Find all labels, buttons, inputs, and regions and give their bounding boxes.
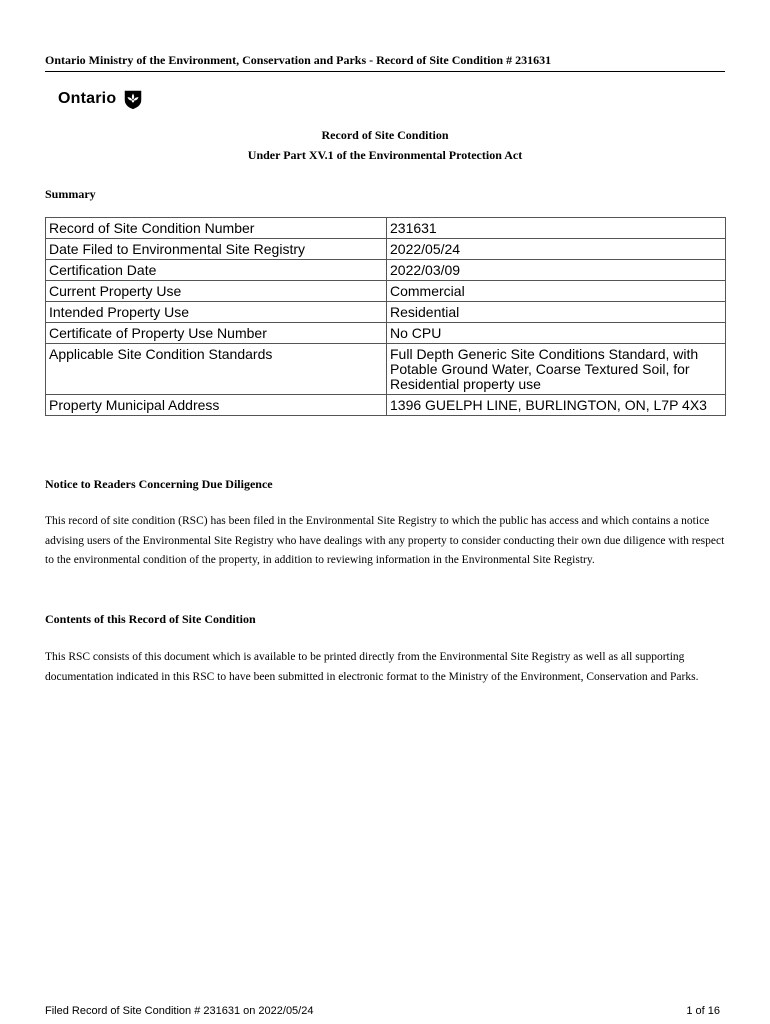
notice-paragraph: This record of site condition (RSC) has been filed in the Environmental Site Registry to which the public has access and which contains a notice advising users of the Environmental Site Registry who have dealings with any property to consider conducting their own due diligence with respect to the environmental condition of the property, in addition to reviewing information in the Environmental Site Registry. — [45, 515, 725, 566]
logo-wordmark: Ontario — [58, 90, 117, 107]
row-value: Residential — [387, 302, 726, 323]
row-label: Applicable Site Condition Standards — [46, 344, 387, 395]
row-label: Intended Property Use — [46, 302, 387, 323]
document-subtitle: Under Part XV.1 of the Environmental Protection Act — [247, 148, 523, 162]
ontario-logo — [58, 86, 144, 112]
trillium-icon — [122, 88, 144, 110]
row-value: Full Depth Generic Site Conditions Standard, with Potable Ground Water, Coarse Textured Soil, for Residential property use — [387, 344, 726, 395]
summary-table — [45, 217, 726, 416]
page-header: Ontario Ministry of the Environment, Conservation and Parks - Record of Site Condition # 231631 — [45, 53, 725, 72]
contents-heading: Contents of this Record of Site Condition — [45, 612, 256, 626]
table-row — [46, 260, 726, 281]
summary-heading: Summary — [45, 187, 96, 201]
row-value: No CPU — [387, 323, 726, 344]
row-value: Commercial — [387, 281, 726, 302]
row-label: Current Property Use — [46, 281, 387, 302]
row-value: 2022/03/09 — [387, 260, 726, 281]
row-value: 1396 GUELPH LINE, BURLINGTON, ON, L7P 4X3 — [387, 395, 726, 416]
contents-paragraph: This RSC consists of this document which is available to be printed directly from the Environmental Site Registry as well as all supporting documentation indicated in this RSC to have been submitted in electronic format to the Ministry of the Environment, Conservation and Parks. — [45, 651, 699, 683]
row-value: 2022/05/24 — [387, 239, 726, 260]
notice-heading: Notice to Readers Concerning Due Diligence — [45, 477, 273, 491]
page-number: 1 of 16 — [686, 1005, 720, 1017]
footer-filed-info: Filed Record of Site Condition # 231631 on 2022/05/24 — [45, 1005, 314, 1017]
row-label: Property Municipal Address — [46, 395, 387, 416]
table-row — [46, 281, 726, 302]
table-row — [46, 302, 726, 323]
row-label: Record of Site Condition Number — [46, 218, 387, 239]
table-row — [46, 344, 726, 395]
row-label: Certification Date — [46, 260, 387, 281]
table-row — [46, 239, 726, 260]
table-row — [46, 323, 726, 344]
table-row — [46, 218, 726, 239]
table-row — [46, 395, 726, 416]
row-label: Certificate of Property Use Number — [46, 323, 387, 344]
row-label: Date Filed to Environmental Site Registry — [46, 239, 387, 260]
document-title: Record of Site Condition — [321, 128, 449, 142]
row-value: 231631 — [387, 218, 726, 239]
